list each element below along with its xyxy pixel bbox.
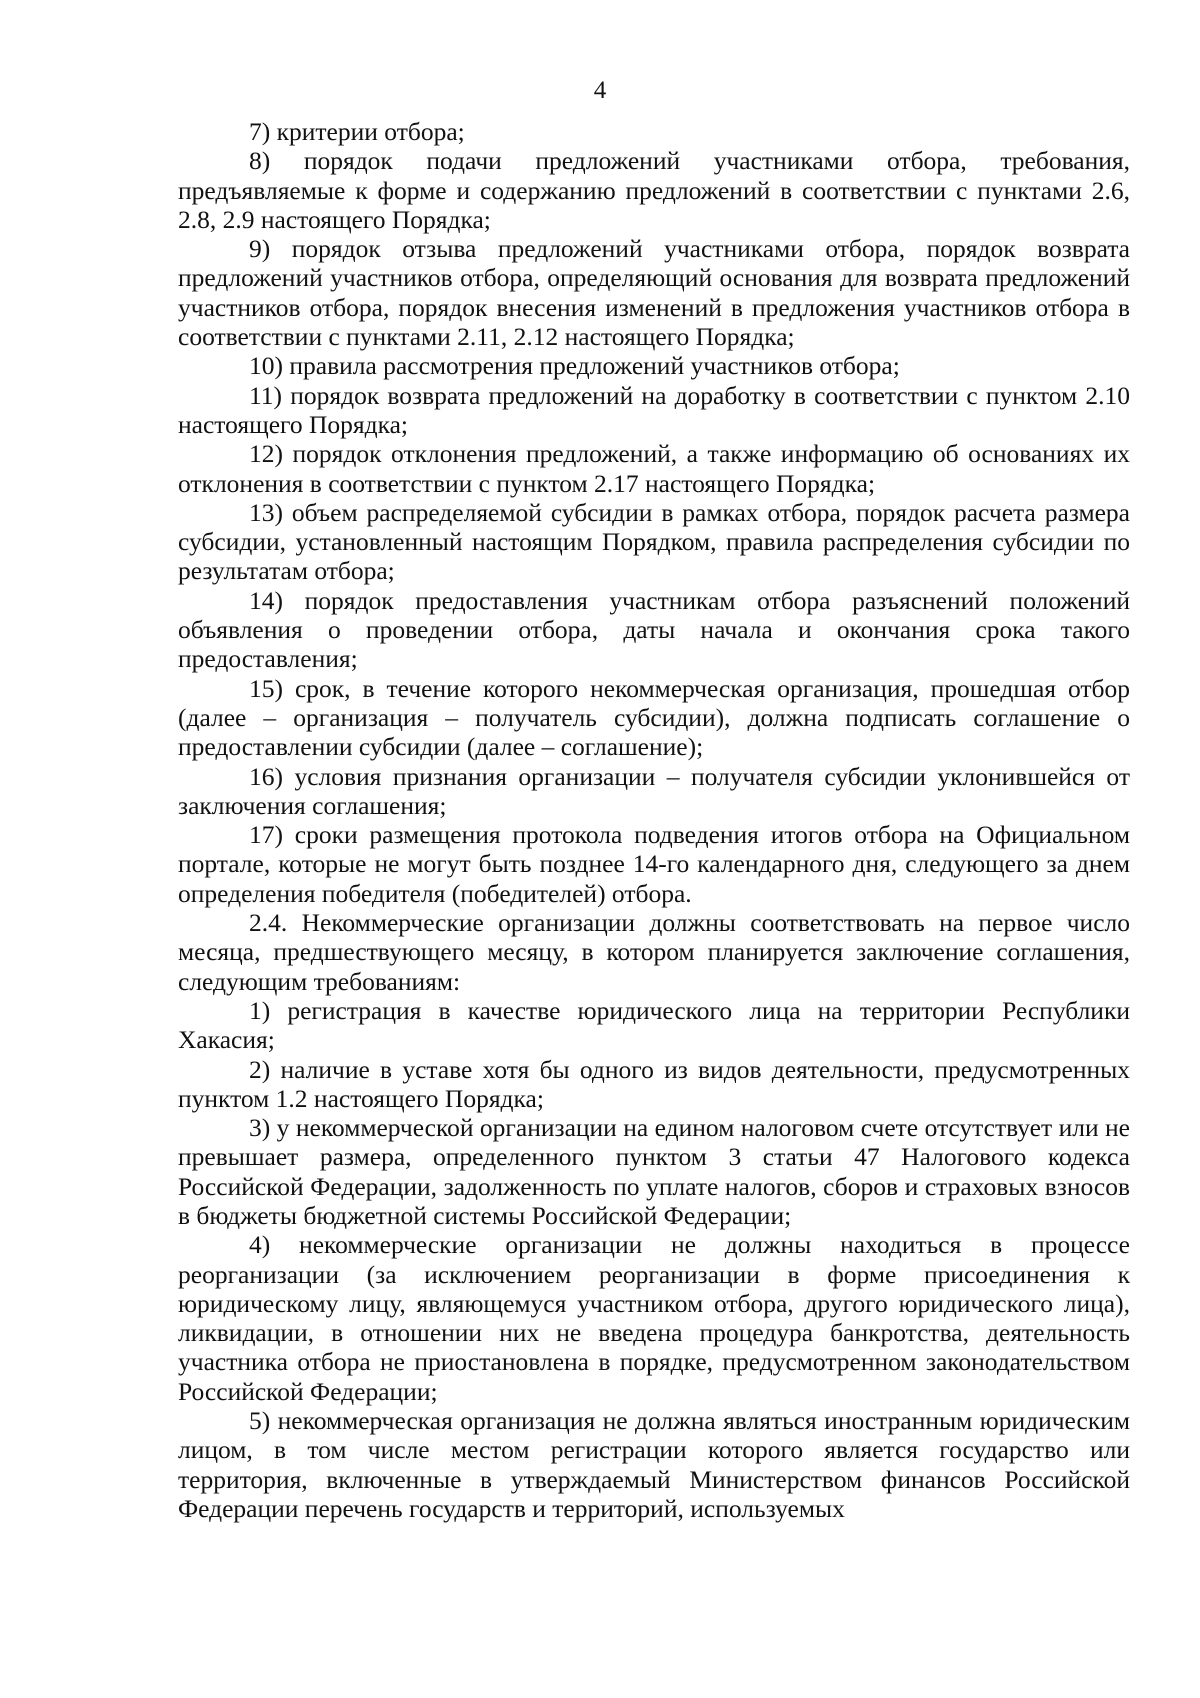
paragraph-item-13: 13) объем распределяемой субсидии в рамках отбора, порядок расчета размера субсидии, установленный настоящим Порядком, правила распределения субсидии по результатам отбора; (178, 497, 1130, 586)
paragraph-item-7: 7) критерии отбора; (249, 117, 465, 146)
requirement-item-3: 3) у некоммерческой организации на едином налоговом счете отсутствует или не превышает размера, определенного пунктом 3 статьи 47 Налогового кодекса Российской Федерации, задолженность по уплате налогов, сборов и страховых взносов в бюджеты бюджетной системы Российской Федерации; (178, 1113, 1130, 1230)
requirement-item-1: 1) регистрация в качестве юридического лица на территории Республики Хакасия; (178, 995, 1130, 1055)
requirement-item-2: 2) наличие в уставе хотя бы одного из видов деятельности, предусмотренных пунктом 1.2 настоящего Порядка; (178, 1054, 1130, 1113)
page-number: 4 (593, 77, 607, 104)
paragraph-item-9: 9) порядок отзыва предложений участниками отбора, порядок возврата предложений участников отбора, определяющий основания для возврата предложений участников отбора, порядок внесения изменений в предложения участников отбора в соответствии с пунктами 2.11, 2.12 настоящего Порядка; (178, 234, 1130, 352)
paragraph-item-17: 17) сроки размещения протокола подведения итогов отбора на Официальном портале, которые не могут быть позднее 14-го календарного дня, следующего за днем определения победителя (победителей) отбора. (178, 820, 1130, 908)
section-2-4-intro: 2.4. Некоммерческие организации должны соответствовать на первое число месяца, предшествующего месяцу, в котором планируется заключение соглашения, следующим требованиям: (178, 908, 1130, 996)
paragraph-item-10: 10) правила рассмотрения предложений участников отбора; (249, 351, 900, 381)
document-body (178, 117, 1130, 1523)
requirement-item-5: 5) некоммерческая организация не должна являться иностранным юридическим лицом, в том числе местом регистрации которого является государство или территория, включенные в утверждаемый Министерством финансов Российской Федерации перечень государств и территорий, используемых (178, 1406, 1130, 1523)
paragraph-item-12: 12) порядок отклонения предложений, а также информацию об основаниях их отклонения в соответствии с пунктом 2.17 настоящего Порядка; (178, 439, 1130, 498)
paragraph-item-8: 8) порядок подачи предложений участниками отбора, требования, предъявляемые к форме и содержанию предложений в соответствии с пунктами 2.6, 2.8, 2.9 настоящего Порядка; (178, 146, 1130, 234)
paragraph-item-11: 11) порядок возврата предложений на доработку в соответствии с пунктом 2.10 настоящего Порядка; (178, 380, 1130, 439)
requirement-item-4: 4) некоммерческие организации не должны находиться в процессе реорганизации (за исключением реорганизации в форме присоединения к юридическому лицу, являющемуся участником отбора, другого юридического лица), ликвидации, в отношении них не введена процедура банкротства, деятельность участника отбора не приостановлена в порядке, предусмотренном законодательством Российской Федерации; (178, 1230, 1130, 1406)
paragraph-item-15: 15) срок, в течение которого некоммерческая организация, прошедшая отбор (далее – организация – получатель субсидии), должна подписать соглашение о предоставлении субсидии (далее – соглашение); (178, 673, 1130, 762)
paragraph-item-14: 14) порядок предоставления участникам отбора разъяснений положений объявления о проведении отбора, даты начала и окончания срока такого предоставления; (178, 585, 1130, 674)
paragraph-item-16: 16) условия признания организации – получателя субсидии уклонившейся от заключения соглашения; (178, 761, 1130, 820)
